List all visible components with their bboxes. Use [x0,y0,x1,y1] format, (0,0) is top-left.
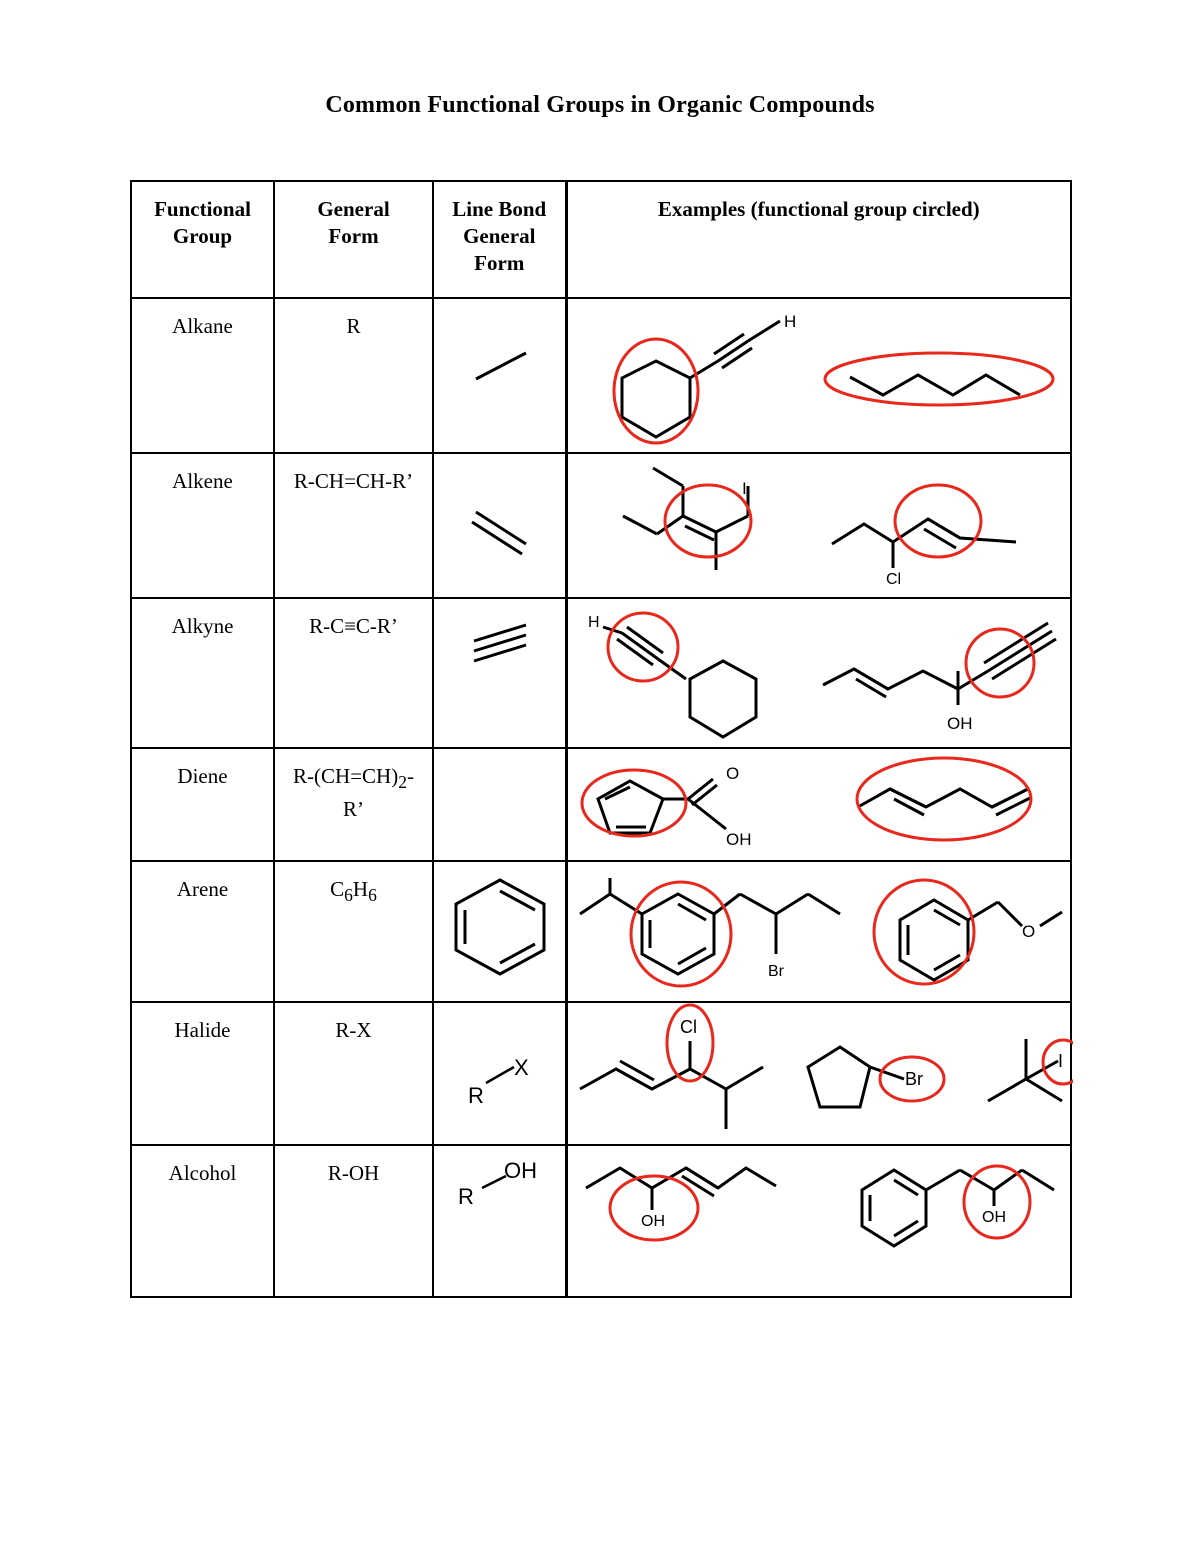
alkyne-oh-label: OH [946,714,972,733]
halide-examples [566,1002,1071,1145]
alcohol-oh2-label: OH [981,1209,1006,1226]
halide-cl-label: Cl [679,1017,697,1037]
alcohol-group: Alcohol [131,1145,274,1297]
header-line-bond [433,181,566,298]
header-functional-group-line1: Functional [154,197,251,221]
alcohol-line-bond [433,1145,566,1297]
halide-general-form: R-X [274,1002,433,1145]
alkyne-group: Alkyne [131,598,274,748]
diene-form-dash: - [406,764,414,788]
alkane-group: Alkane [131,298,274,453]
alcohol-examples-drawing [568,1146,1073,1298]
arene-form-h: H [352,877,369,901]
header-functional-group [131,181,274,298]
arene-line-bond [433,861,566,1002]
row-alkane [131,298,1071,453]
halide-lb-r-label: R [468,1083,484,1108]
alkyne-examples-drawing [568,599,1073,749]
alkyne-general-form: R-C≡C-R’ [274,598,433,748]
alkene-group: Alkene [131,453,274,598]
alcohol-bond-drawing [434,1146,567,1298]
row-alkyne [131,598,1071,748]
header-functional-group-line2: Group [172,224,233,248]
row-alkene [131,453,1071,598]
arene-group: Arene [131,861,274,1002]
alkyne-bond-drawing [434,599,567,749]
page-title: Common Functional Groups in Organic Compounds [325,92,875,118]
alkene-cl-label: Cl [885,571,901,588]
arene-examples-drawing [568,862,1073,1003]
alcohol-general-form: R-OH [274,1145,433,1297]
halide-lb-x-label: X [514,1055,529,1080]
halide-i-label: I [1057,1051,1063,1071]
row-diene [131,748,1071,861]
arene-br-label: Br [767,963,784,980]
halide-examples-drawing [568,1003,1073,1146]
alkene-bond-drawing [434,454,567,599]
diene-o-label: O [725,764,739,783]
row-halide [131,1002,1071,1145]
halide-line-bond [433,1002,566,1145]
header-line-bond-line2: General [463,224,536,248]
diene-examples [566,748,1071,861]
diene-general-form [274,748,433,861]
alkane-examples-drawing [568,299,1073,454]
diene-examples-drawing [568,749,1073,862]
row-alcohol [131,1145,1071,1297]
diene-oh-label: OH [725,830,751,849]
alkyne-h-label: H [587,614,600,631]
alkane-highlight-circles [614,339,1053,443]
arene-o-label: O [1021,922,1035,941]
halide-group: Halide [131,1002,274,1145]
diene-line-bond [433,748,566,861]
diene-highlight-circles [582,758,1031,840]
header-row [131,181,1071,298]
arene-bond-drawing [434,862,567,1003]
alkane-general-form: R [274,298,433,453]
alcohol-lb-oh-label: OH [504,1158,537,1183]
alkyne-highlight-circles [608,613,1034,697]
diene-form-subscript: 2 [398,772,407,793]
alkane-h-label: H [783,312,796,331]
diene-form-main: R-(CH=CH) [293,764,399,788]
arene-examples [566,861,1071,1002]
alkene-examples [566,453,1071,598]
alkene-line-bond [433,453,566,598]
alcohol-lb-r-label: R [458,1184,474,1209]
alkane-examples [566,298,1071,453]
header-general-form-line1: General [317,197,390,221]
diene-group: Diene [131,748,274,861]
header-line-bond-line1: Line Bond [452,197,547,221]
alkane-line-bond [433,298,566,453]
diene-form-line2: R’ [343,797,364,822]
alkene-i-label: I [741,479,747,498]
alcohol-oh1-label: OH [640,1213,665,1230]
arene-form-c: C [330,877,345,901]
arene-form-c-sub: 6 [344,885,353,906]
alkane-bond-drawing [434,299,567,454]
halide-br-label: Br [904,1069,923,1089]
alkyne-line-bond [433,598,566,748]
alkene-examples-drawing [568,454,1073,599]
header-examples: Examples (functional group circled) [566,181,1071,298]
row-arene [131,861,1071,1002]
alkene-general-form: R-CH=CH-R’ [274,453,433,598]
alkyne-examples [566,598,1071,748]
header-line-bond-line3: Form [474,251,525,275]
alcohol-examples [566,1145,1071,1297]
diene-form-line1 [275,763,432,796]
header-general-form [274,181,433,298]
arene-general-form [274,861,433,1002]
halide-bond-drawing [434,1003,567,1146]
arene-form-h-sub: 6 [368,885,377,906]
header-general-form-line2: Form [328,224,379,248]
functional-groups-table [130,180,1072,1298]
